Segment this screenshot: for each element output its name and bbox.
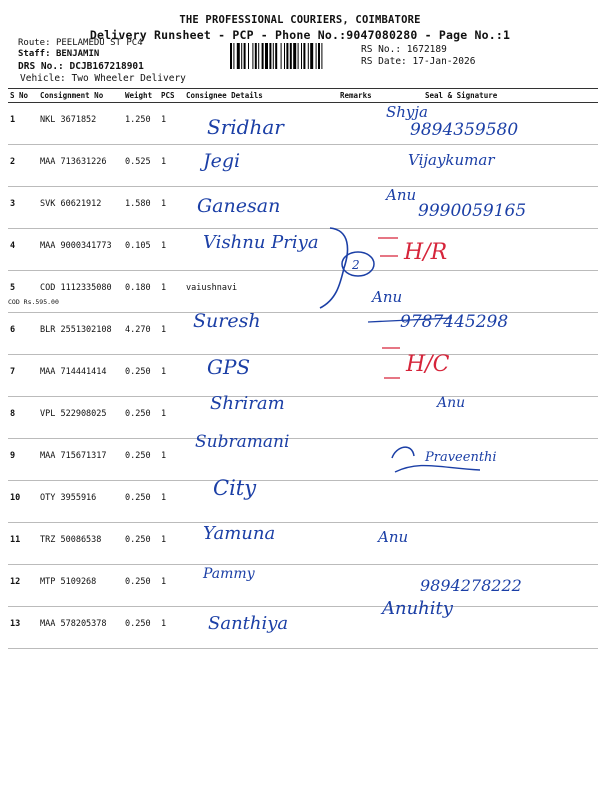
consignment-cell: OTY 3955916: [38, 481, 123, 523]
vehicle-value: Two Wheeler Delivery: [71, 73, 186, 84]
hw-name-6: Suresh: [193, 310, 261, 332]
sno-cell: 6: [8, 313, 38, 355]
col-consignee: Consignee Details: [184, 89, 338, 103]
pcs-cell: 1: [159, 145, 184, 187]
drs-label: DRS No.:: [18, 61, 64, 72]
pcs-cell: 1: [159, 313, 184, 355]
company-name: THE PROFESSIONAL COURIERS, COIMBATORE: [179, 14, 421, 26]
consignment-cell: COD 1112335080 COD Rs.595.00: [38, 271, 123, 313]
col-weight: Weight: [123, 89, 159, 103]
cod-amount: COD Rs.595.00: [8, 298, 59, 306]
pcs-cell: 1: [159, 481, 184, 523]
hw-name-4: Vishnu Priya: [203, 232, 319, 253]
sno-cell: 10: [8, 481, 38, 523]
red-scribble-2: [382, 348, 400, 378]
hw-sig-3: Anu: [386, 186, 417, 204]
pcs-cell: 1: [159, 439, 184, 481]
pcs-cell: 1: [159, 271, 184, 313]
seal-hook-9: [392, 447, 414, 458]
staff-value: BENJAMIN: [55, 49, 100, 59]
sno-cell: 11: [8, 523, 38, 565]
consignment-cell: MAA 578205378: [38, 607, 123, 649]
consignment-cell: NKL 3671852: [38, 103, 123, 145]
hw-number-6: 9787445298: [400, 312, 509, 332]
consignment-cell: VPL 522908025: [38, 397, 123, 439]
weight-cell: 0.250: [123, 565, 159, 607]
hw-remark-hr: H/R: [404, 240, 448, 265]
pcs-cell: 1: [159, 355, 184, 397]
pcs-cell: 1: [159, 565, 184, 607]
sno-cell: 7: [8, 355, 38, 397]
hw-sig-8: Anu: [437, 395, 466, 411]
runsheet-title: Delivery Runsheet - PCP - Phone No.:9047080280 - Page No.:1: [89, 28, 511, 42]
consignment-cell: BLR 2551302108: [38, 313, 123, 355]
weight-cell: 0.250: [123, 607, 159, 649]
pcs-cell: 1: [159, 103, 184, 145]
hw-sig-1: Shyja: [386, 103, 429, 121]
sno-cell: 2: [8, 145, 38, 187]
staff-label: Staff:: [18, 49, 51, 59]
drs-value: DCJB167218901: [69, 61, 144, 72]
circle-mark-number: 2: [352, 258, 360, 272]
hw-name-12: Pammy: [203, 566, 255, 582]
consignment-cell: SVK 60621912: [38, 187, 123, 229]
col-pcs: PCS: [159, 89, 184, 103]
red-scribble-1: [378, 238, 398, 256]
weight-cell: 0.525: [123, 145, 159, 187]
route-value: PEELAMEDU ST PC4: [55, 38, 143, 48]
hw-number-1: 9894359580: [410, 120, 519, 140]
weight-cell: 0.250: [123, 355, 159, 397]
route-label: Route:: [18, 38, 51, 48]
weight-cell: 0.180: [123, 271, 159, 313]
sno-cell: 13: [8, 607, 38, 649]
rs-date-label: RS Date:: [361, 56, 407, 67]
col-consignment: Consignment No: [38, 89, 123, 103]
weight-cell: 0.250: [123, 439, 159, 481]
weight-cell: 0.105: [123, 229, 159, 271]
hw-number-3: 9990059165: [418, 201, 527, 221]
sno-cell: 12: [8, 565, 38, 607]
consignment-cell: MTP 5109268: [38, 565, 123, 607]
col-remarks: Remarks: [338, 89, 393, 103]
pcs-cell: 1: [159, 187, 184, 229]
consignment-cell: MAA 715671317: [38, 439, 123, 481]
consignee-cell: vaiushnavi: [184, 271, 338, 313]
consignment-cell: TRZ 50086538: [38, 523, 123, 565]
pcs-cell: 1: [159, 229, 184, 271]
col-seal: Seal & Signature: [393, 89, 598, 103]
sno-cell: 1: [8, 103, 38, 145]
weight-cell: 0.250: [123, 523, 159, 565]
hw-sig-10: Praveenthi: [425, 450, 497, 465]
hw-name-7: GPS: [207, 355, 251, 379]
seal-stroke-10: [395, 466, 480, 472]
vehicle-label: Vehicle:: [20, 73, 66, 84]
hw-name-13: Santhiya: [208, 613, 289, 634]
weight-cell: 4.270: [123, 313, 159, 355]
hw-name-2: Jegi: [203, 150, 241, 172]
hw-name-10: City: [213, 476, 257, 500]
hw-sig-2: Vijaykumar: [408, 151, 495, 169]
hw-name-8: Shriram: [210, 393, 285, 414]
pcs-cell: 1: [159, 523, 184, 565]
weight-cell: 0.250: [123, 397, 159, 439]
sno-cell: 9: [8, 439, 38, 481]
hw-number-12: 9894278222: [420, 576, 522, 595]
hw-name-1: Sridhar: [207, 115, 284, 139]
sno-cell: 4: [8, 229, 38, 271]
sno-cell: 3: [8, 187, 38, 229]
pcs-cell: 1: [159, 397, 184, 439]
hw-sig-13: Anuhity: [382, 598, 453, 619]
hw-sig-11: Anu: [378, 528, 409, 546]
consignment-cell: MAA 9000341773: [38, 229, 123, 271]
rs-number-label: RS No.:: [361, 44, 402, 55]
hw-name-3: Ganesan: [197, 195, 281, 217]
sno-cell: 8: [8, 397, 38, 439]
weight-cell: 1.580: [123, 187, 159, 229]
col-sno: S No: [8, 89, 38, 103]
hw-name-11: Yamuna: [203, 523, 276, 544]
weight-cell: 0.250: [123, 481, 159, 523]
weight-cell: 1.250: [123, 103, 159, 145]
consignment-cell: MAA 713631226: [38, 145, 123, 187]
consignment-cell: MAA 714441414: [38, 355, 123, 397]
hw-sig-5: Anu: [372, 288, 403, 306]
hw-remark-hc: H/C: [406, 352, 450, 377]
pcs-cell: 1: [159, 607, 184, 649]
sno-cell: 5: [8, 271, 38, 313]
hw-name-9: Subramani: [195, 432, 290, 452]
rs-number-value: 1672189: [406, 44, 447, 55]
rs-date-value: 17-Jan-2026: [412, 56, 476, 67]
